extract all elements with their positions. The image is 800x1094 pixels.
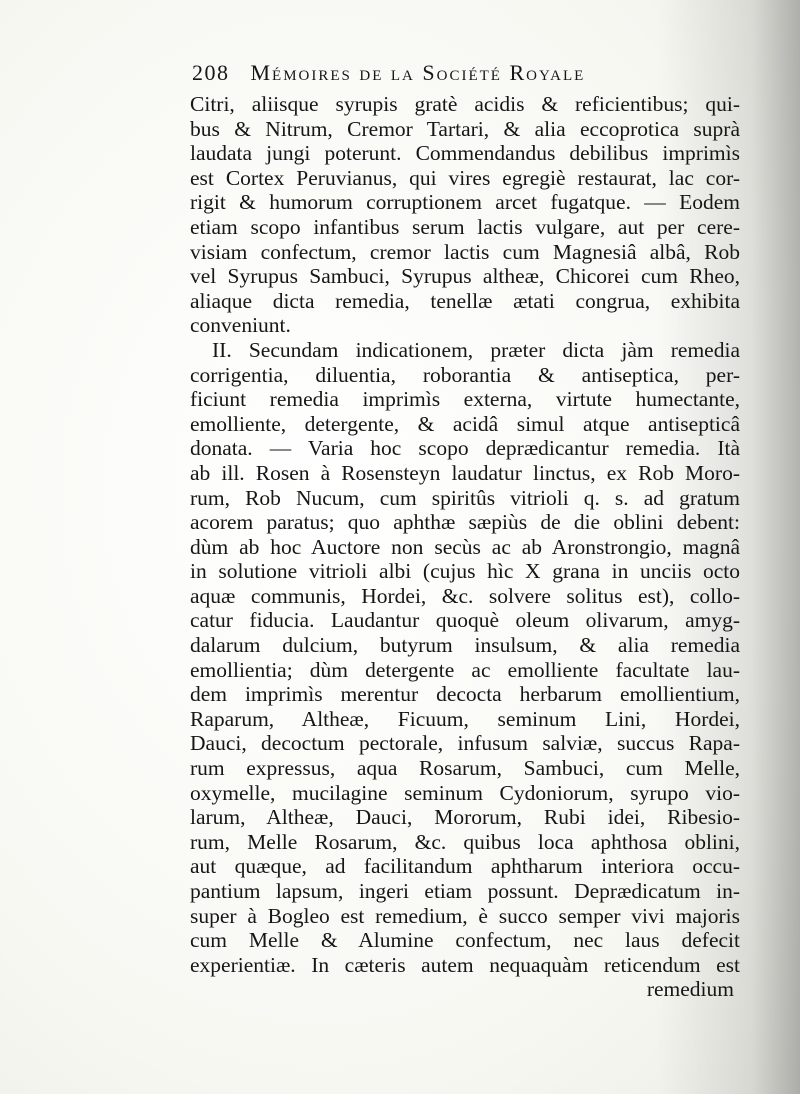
catchword: remedium [646, 977, 734, 1002]
text-line: ficiunt remedia imprimìs externa, virtute humectante, [190, 387, 740, 412]
text-line: dem imprimìs merentur decocta herbarum emollientium, [190, 682, 740, 707]
text-line: bus & Nitrum, Cremor Tartari, & alia eccoprotica suprà [190, 116, 740, 141]
text-line: dalarum dulcium, butyrum insulsum, & alia remedia [190, 633, 740, 658]
text-line: dùm ab hoc Auctore non secùs ac ab Aronstrongio, magnâ [190, 534, 740, 559]
text-line: in solutione vitrioli albi (cujus hìc X grana in unciis octo [190, 559, 740, 584]
text-line: corrigentia, diluentia, roborantia & antiseptica, per- [190, 362, 740, 387]
text-line: vel Syrupus Sambuci, Syrupus altheæ, Chicorei cum Rheo, [190, 264, 740, 289]
text-line: aquæ communis, Hordei, &c. solvere solitus est), collo- [190, 583, 740, 608]
text-line: donata. — Varia hoc scopo deprædicantur remedia. Ità [190, 436, 740, 461]
text-line: pantium lapsum, ingeri etiam possunt. Deprædicatum in- [190, 879, 740, 903]
text-line: larum, Altheæ, Dauci, Mororum, Rubi idei, Ribesio- [190, 805, 740, 830]
running-header [192, 60, 712, 86]
running-title: Mémoires de la Société Royale [250, 60, 586, 85]
text-line: oxymelle, mucilagine seminum Cydoniorum, syrupo vio- [190, 780, 740, 805]
text-line: Citri, aliisque syrupis gratè acidis & reficientibus; qui- [190, 92, 740, 116]
body-text [190, 92, 740, 1002]
text-line: acorem paratus; quo aphthæ sæpiùs de die oblini debent: [190, 510, 740, 535]
text-line: super à Bogleo est remedium, è succo semper vivi majoris [190, 903, 740, 928]
text-line: rum, Melle Rosarum, &c. quibus loca aphthosa oblini, [190, 829, 740, 854]
text-line: rigit & humorum corruptionem arcet fugatque. — Eodem [190, 190, 740, 215]
text-line: cum Melle & Alumine confectum, nec laus defecit [190, 928, 740, 953]
page-number: 208 [192, 60, 230, 85]
text-line: etiam scopo infantibus serum lactis vulgare, aut per cere- [190, 214, 740, 239]
text-line: aut quæque, ad facilitandum aphtharum interiora occu- [190, 854, 740, 879]
text-line: est Cortex Peruvianus, qui vires egregiè restaurat, lac cor- [190, 165, 740, 190]
text-line: Raparum, Altheæ, Ficuum, seminum Lini, Hordei, [190, 706, 740, 731]
text-line: visiam confectum, cremor lactis cum Magnesiâ albâ, Rob [190, 239, 740, 264]
text-line: catur fiducia. Laudantur quoquè oleum olivarum, amyg- [190, 608, 740, 633]
text-line: rum expressus, aqua Rosarum, Sambuci, cum Melle, [190, 756, 740, 781]
text-line: II. Secundam indicationem, præter dicta jàm remedia [212, 337, 740, 362]
text-line: emollientia; dùm detergente ac emolliente facultate lau- [190, 657, 740, 682]
text-line: emolliente, detergente, & acidâ simul atque antisepticâ [190, 411, 740, 436]
text-line: rum, Rob Nucum, cum spiritûs vitrioli q. s. ad gratum [190, 485, 740, 510]
text-line: Dauci, decoctum pectorale, infusum salviæ, succus Rapa- [190, 731, 740, 756]
text-line: laudata jungi poterunt. Commendandus debilibus imprimìs [190, 141, 740, 166]
text-line: experientiæ. In cæteris autem nequaquàm reticendum est [190, 952, 740, 977]
text-line: ab ill. Rosen à Rosensteyn laudatur linctus, ex Rob Moro- [190, 460, 740, 485]
text-line: aliaque dicta remedia, tenellæ ætati congrua, exhibita [190, 288, 740, 313]
text-line: conveniunt. [190, 313, 291, 338]
